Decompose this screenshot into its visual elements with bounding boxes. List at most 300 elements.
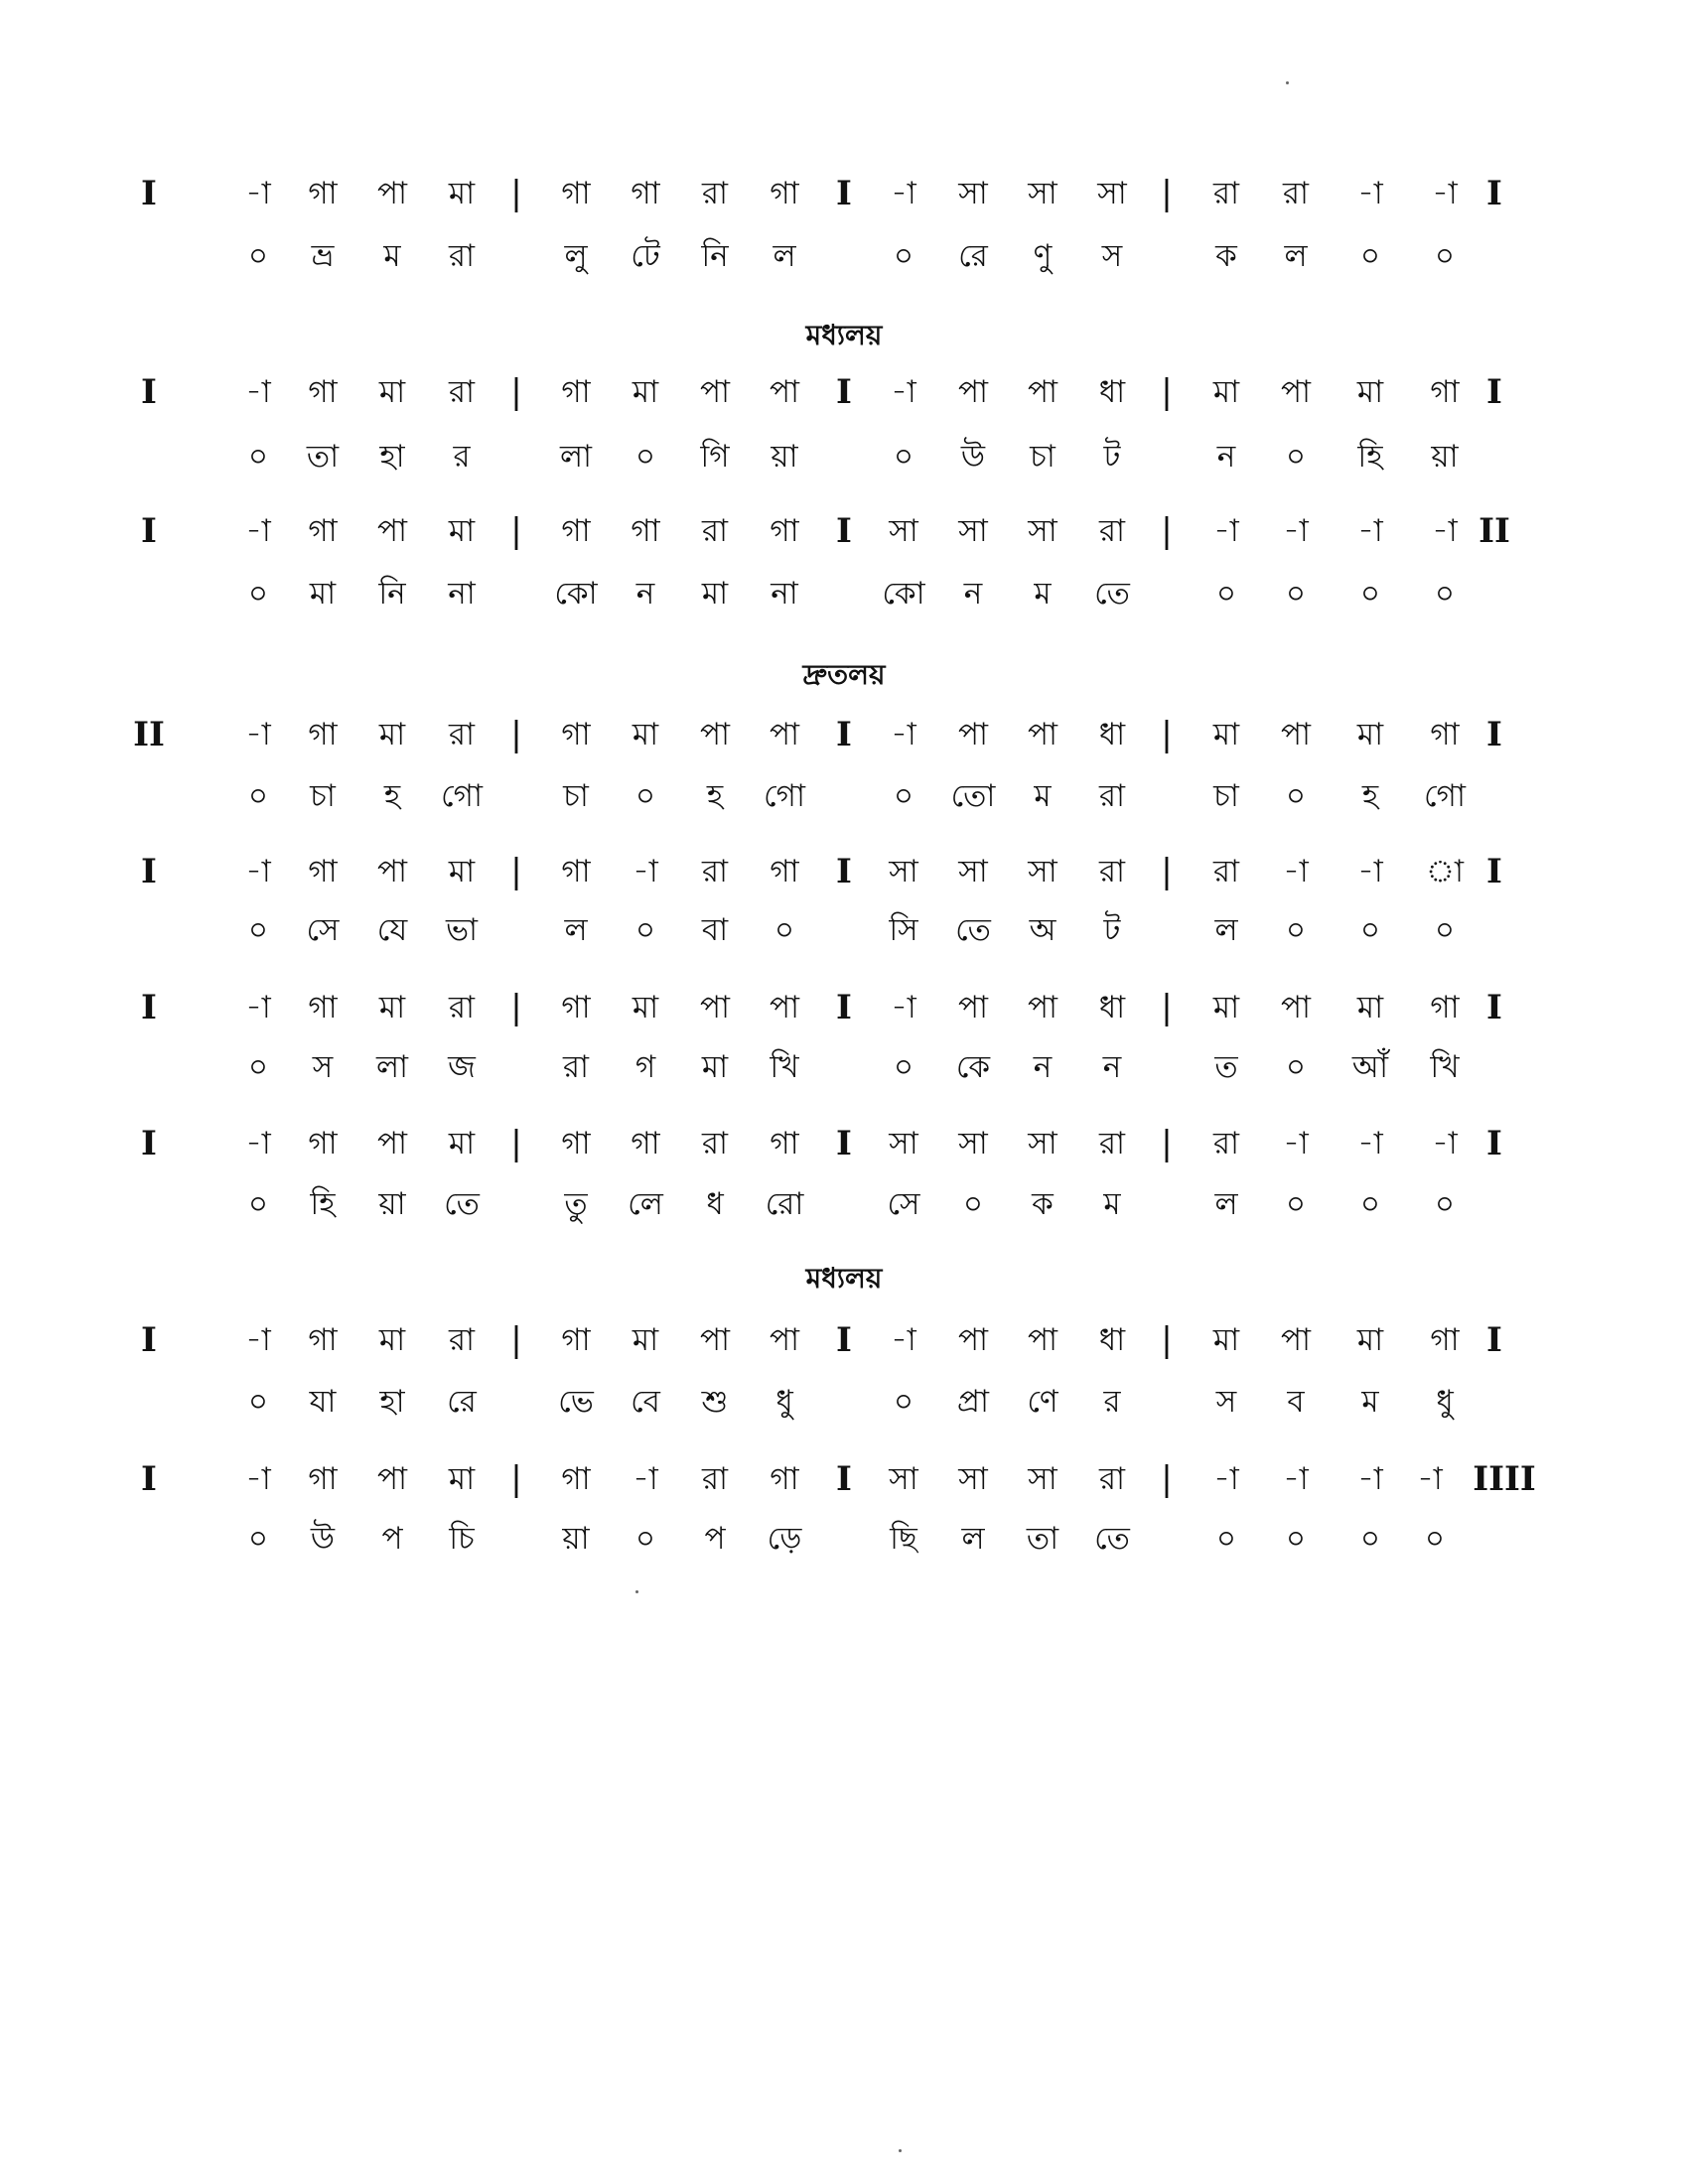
- note: -া: [891, 717, 916, 752]
- beat-divider: |: [1161, 852, 1173, 891]
- notes-row: [141, 1449, 1539, 1509]
- lyric-syllable: ধু: [1436, 1384, 1454, 1420]
- note: গা: [308, 717, 338, 752]
- note: -া: [1432, 1126, 1458, 1161]
- lyric-syllable: ০: [1434, 576, 1456, 612]
- lyric-syllable: ল: [1284, 238, 1308, 274]
- note: -া: [245, 374, 271, 410]
- lyric-syllable: ০: [247, 1384, 269, 1420]
- note: সা: [958, 854, 988, 889]
- notes-row: [133, 705, 1539, 764]
- lyric-syllable: সে: [306, 912, 340, 948]
- lyric-syllable: য়া: [1431, 439, 1459, 475]
- notes-row: [141, 1114, 1539, 1173]
- lyric-syllable: ০: [1285, 1521, 1307, 1557]
- beat-divider: |: [510, 715, 522, 754]
- note: -া: [633, 1461, 658, 1497]
- note: গা: [770, 854, 799, 889]
- bar-line: I: [1486, 174, 1502, 213]
- bar-line: I: [1486, 1124, 1502, 1163]
- bar-line: I: [141, 1459, 157, 1499]
- note: ধা: [1098, 717, 1126, 752]
- note: পা: [769, 717, 800, 752]
- note: পা: [376, 854, 408, 889]
- note: সা: [958, 176, 988, 211]
- beat-divider: |: [510, 1320, 522, 1360]
- lyric-syllable: নি: [378, 576, 406, 612]
- lyric-syllable: স: [1101, 238, 1123, 274]
- lyric-syllable: লে: [628, 1186, 663, 1222]
- bar-line: I: [141, 852, 157, 891]
- note: মা: [1212, 990, 1240, 1025]
- lyric-syllable: হ: [383, 778, 401, 814]
- lyric-syllable: ০: [634, 439, 656, 475]
- lyric-syllable: গো: [764, 778, 805, 814]
- lyric-syllable: শু: [701, 1384, 729, 1420]
- note: পা: [1280, 1322, 1312, 1358]
- beat-divider: |: [510, 511, 522, 551]
- lyric-syllable: হ: [1361, 778, 1379, 814]
- lyric-syllable: ন: [963, 576, 983, 612]
- note: -া: [1432, 176, 1458, 211]
- note: গা: [308, 176, 338, 211]
- note: গা: [631, 1126, 660, 1161]
- bar-line: I: [836, 1459, 852, 1499]
- note: পা: [1280, 717, 1312, 752]
- lyric-syllable: মা: [701, 1049, 729, 1085]
- beat-divider: |: [510, 852, 522, 891]
- note: সা: [958, 1126, 988, 1161]
- lyric-syllable: ০: [1434, 238, 1456, 274]
- lyric-syllable: গ: [634, 1049, 656, 1085]
- lyric-syllable: রা: [448, 238, 476, 274]
- note: গা: [1430, 374, 1460, 410]
- note: মা: [1212, 717, 1240, 752]
- lyric-syllable: তে: [444, 1186, 480, 1222]
- lyric-syllable: ০: [1215, 1521, 1237, 1557]
- note: গা: [770, 1461, 799, 1497]
- lyric-syllable: কে: [955, 1049, 991, 1085]
- bar-line: I: [1486, 1320, 1502, 1360]
- note: মা: [1356, 1322, 1384, 1358]
- note: রা: [1098, 1126, 1126, 1161]
- note: মা: [378, 717, 406, 752]
- beat-divider: |: [1161, 511, 1173, 551]
- lyric-syllable: লা: [559, 439, 593, 475]
- note: -া: [1357, 1461, 1383, 1497]
- note: গা: [308, 1126, 338, 1161]
- note: পা: [957, 990, 989, 1025]
- note: রা: [1212, 176, 1240, 211]
- lyric-syllable: ভা: [445, 912, 479, 948]
- lyric-syllable: তে: [1094, 1521, 1130, 1557]
- lyric-syllable: ল: [564, 912, 588, 948]
- lyrics-row: [149, 1037, 1539, 1097]
- note: গা: [561, 854, 591, 889]
- note: সা: [1028, 1461, 1057, 1497]
- note: পা: [376, 176, 408, 211]
- lyric-syllable: হ: [706, 778, 724, 814]
- note: -া: [891, 1322, 916, 1358]
- lyric-syllable: প: [704, 1521, 726, 1557]
- lyric-syllable: ভ্র: [311, 238, 335, 274]
- note: সা: [958, 1461, 988, 1497]
- lyric-syllable: ০: [962, 1186, 984, 1222]
- note: সা: [1097, 176, 1127, 211]
- lyric-syllable: র: [453, 439, 471, 475]
- lyric-syllable: সে: [887, 1186, 920, 1222]
- lyric-syllable: ল: [961, 1521, 985, 1557]
- scan-speck: [899, 2149, 902, 2152]
- lyric-syllable: খি: [1430, 1049, 1460, 1085]
- bar-line: I: [836, 715, 852, 754]
- note: গা: [1430, 717, 1460, 752]
- note: সা: [889, 1126, 918, 1161]
- scan-speck: [1286, 81, 1289, 84]
- lyric-syllable: হা: [379, 1384, 405, 1420]
- lyric-syllable: ০: [1215, 576, 1237, 612]
- lyrics-row: [149, 427, 1539, 486]
- lyric-syllable: প্রা: [956, 1384, 990, 1420]
- notes-row: [141, 164, 1539, 223]
- note: -া: [1283, 1461, 1309, 1497]
- note: গা: [308, 513, 338, 549]
- lyric-syllable: লু: [564, 238, 588, 274]
- bar-line: I: [141, 1124, 157, 1163]
- lyric-syllable: প: [381, 1521, 403, 1557]
- lyric-syllable: রে: [958, 238, 988, 274]
- lyric-syllable: ন: [1102, 1049, 1122, 1085]
- note: পা: [1027, 990, 1058, 1025]
- tempo-heading: দ্রুতলয়: [802, 658, 886, 691]
- note: পা: [769, 990, 800, 1025]
- lyric-syllable: গো: [1424, 778, 1466, 814]
- lyric-syllable: ০: [1359, 576, 1381, 612]
- note: মা: [632, 1322, 659, 1358]
- lyrics-row: [149, 900, 1539, 960]
- lyric-syllable: ০: [247, 238, 269, 274]
- notes-row: [141, 842, 1539, 901]
- note: ধা: [1098, 1322, 1126, 1358]
- lyric-syllable: ম: [1034, 778, 1052, 814]
- note: গা: [308, 854, 338, 889]
- lyric-syllable: গি: [700, 439, 730, 475]
- note: মা: [378, 374, 406, 410]
- note: রা: [701, 513, 729, 549]
- lyric-syllable: ০: [634, 912, 656, 948]
- lyric-syllable: চি: [449, 1521, 475, 1557]
- lyric-syllable: তু: [564, 1186, 588, 1222]
- lyric-syllable: ধ: [706, 1186, 724, 1222]
- note: -া: [1283, 1126, 1309, 1161]
- note: রা: [701, 1126, 729, 1161]
- lyric-syllable: টে: [631, 238, 660, 274]
- lyrics-row: [149, 564, 1539, 623]
- note: গা: [561, 717, 591, 752]
- note: গা: [308, 990, 338, 1025]
- lyric-syllable: চা: [1213, 778, 1239, 814]
- lyric-syllable: স: [312, 1049, 334, 1085]
- note: রা: [701, 176, 729, 211]
- lyric-syllable: তা: [306, 439, 340, 475]
- lyric-syllable: র: [1103, 1384, 1121, 1420]
- lyric-syllable: রে: [447, 1384, 477, 1420]
- lyric-syllable: চা: [1030, 439, 1055, 475]
- lyric-syllable: ছি: [890, 1521, 917, 1557]
- bar-line: I: [836, 372, 852, 412]
- lyric-syllable: জ: [448, 1049, 476, 1085]
- bar-line: I: [141, 174, 157, 213]
- lyric-syllable: উ: [310, 1521, 336, 1557]
- notes-row: [141, 501, 1539, 561]
- note: পা: [376, 1126, 408, 1161]
- note: গা: [308, 1322, 338, 1358]
- lyric-syllable: ০: [893, 238, 914, 274]
- bar-line: I: [836, 1320, 852, 1360]
- notes-row: [141, 362, 1539, 422]
- lyric-syllable: গো: [441, 778, 483, 814]
- notes-row: [141, 1310, 1539, 1370]
- note: রা: [448, 717, 476, 752]
- lyric-syllable: ম: [383, 238, 401, 274]
- note: সা: [1028, 176, 1057, 211]
- lyric-syllable: ০: [247, 912, 269, 948]
- tempo-heading: মধ্যলয়: [805, 1262, 883, 1295]
- bar-line: II: [133, 715, 165, 754]
- lyric-syllable: ট: [1103, 439, 1121, 475]
- note: গা: [770, 513, 799, 549]
- lyric-syllable: ণে: [1027, 1384, 1058, 1420]
- lyric-syllable: য়া: [562, 1521, 590, 1557]
- lyrics-row: [149, 226, 1539, 286]
- beat-divider: |: [1161, 715, 1173, 754]
- note: মা: [378, 990, 406, 1025]
- note: পা: [1280, 990, 1312, 1025]
- bar-line: I: [1486, 715, 1502, 754]
- note: রা: [448, 374, 476, 410]
- lyric-syllable: কো: [882, 576, 925, 612]
- lyric-syllable: হা: [379, 439, 405, 475]
- note: -া: [1213, 1461, 1239, 1497]
- note: গা: [770, 1126, 799, 1161]
- note: -া: [245, 1126, 271, 1161]
- note: গা: [631, 176, 660, 211]
- lyric-syllable: কো: [554, 576, 598, 612]
- lyric-syllable: ল: [773, 238, 796, 274]
- note: রা: [701, 1461, 729, 1497]
- lyric-syllable: ড়ে: [767, 1521, 802, 1557]
- lyric-syllable: য়া: [771, 439, 798, 475]
- note: পা: [1027, 1322, 1058, 1358]
- note: পা: [957, 1322, 989, 1358]
- beat-divider: |: [1161, 372, 1173, 412]
- notes-row: [141, 978, 1539, 1037]
- note: সা: [889, 1461, 918, 1497]
- lyric-syllable: তো: [950, 778, 996, 814]
- beat-divider: |: [510, 372, 522, 412]
- note: মা: [632, 990, 659, 1025]
- lyric-syllable: ০: [1434, 912, 1456, 948]
- lyric-syllable: ০: [893, 1049, 914, 1085]
- lyric-syllable: ক: [1032, 1186, 1054, 1222]
- lyric-syllable: ০: [1285, 1186, 1307, 1222]
- note: মা: [1356, 374, 1384, 410]
- note: মা: [448, 1126, 476, 1161]
- lyric-syllable: উ: [960, 439, 986, 475]
- note: গা: [561, 513, 591, 549]
- note: গা: [770, 176, 799, 211]
- note: রা: [1282, 176, 1310, 211]
- bar-line: I: [141, 988, 157, 1027]
- lyric-syllable: হি: [1357, 439, 1383, 475]
- bar-line: I: [836, 1124, 852, 1163]
- tempo-heading: মধ্যলয়: [805, 319, 883, 351]
- lyric-syllable: ০: [247, 1521, 269, 1557]
- lyric-syllable: ০: [1285, 778, 1307, 814]
- lyric-syllable: সি: [889, 912, 918, 948]
- note: -া: [891, 990, 916, 1025]
- lyric-syllable: খি: [770, 1049, 799, 1085]
- note: পা: [699, 717, 731, 752]
- bar-line: I: [836, 174, 852, 213]
- note: রা: [701, 854, 729, 889]
- lyric-syllable: ০: [1285, 439, 1307, 475]
- lyric-syllable: ০: [247, 1186, 269, 1222]
- lyric-syllable: ০: [247, 1049, 269, 1085]
- lyric-syllable: মা: [701, 576, 729, 612]
- lyric-syllable: ট: [1103, 912, 1121, 948]
- lyric-syllable: ন: [1033, 1049, 1053, 1085]
- beat-divider: |: [1161, 988, 1173, 1027]
- note: সা: [889, 854, 918, 889]
- note: পা: [1027, 374, 1058, 410]
- note: সা: [1028, 513, 1057, 549]
- note: -া: [245, 176, 271, 211]
- lyric-syllable: ০: [247, 439, 269, 475]
- note: রা: [1098, 513, 1126, 549]
- lyric-syllable: হি: [310, 1186, 336, 1222]
- lyric-syllable: লা: [375, 1049, 409, 1085]
- note: ধা: [1098, 990, 1126, 1025]
- lyrics-row: [149, 1372, 1539, 1432]
- lyric-syllable: তে: [955, 912, 991, 948]
- note: পা: [769, 374, 800, 410]
- lyric-syllable: ন: [1216, 439, 1236, 475]
- note: -া: [245, 513, 271, 549]
- bar-line: I: [1486, 988, 1502, 1027]
- bar-line: I: [141, 1320, 157, 1360]
- lyric-syllable: ক: [1215, 238, 1237, 274]
- lyric-syllable: না: [771, 576, 798, 612]
- lyric-syllable: ম: [1361, 1384, 1379, 1420]
- note: মা: [1212, 374, 1240, 410]
- note: -া: [1357, 1126, 1383, 1161]
- lyric-syllable: ০: [1359, 1186, 1381, 1222]
- note: মা: [1356, 717, 1384, 752]
- bar-line: I: [836, 988, 852, 1027]
- lyric-syllable: রো: [765, 1186, 804, 1222]
- lyric-syllable: ০: [893, 439, 914, 475]
- note: -া: [245, 1322, 271, 1358]
- lyric-syllable: ম: [1034, 576, 1052, 612]
- note: মা: [1356, 990, 1384, 1025]
- note: পা: [1027, 717, 1058, 752]
- lyric-syllable: ভে: [558, 1384, 594, 1420]
- lyric-syllable: ০: [1285, 912, 1307, 948]
- lyric-syllable: ০: [1359, 912, 1381, 948]
- note: রা: [1098, 1461, 1126, 1497]
- beat-divider: |: [1161, 1320, 1173, 1360]
- note: পা: [699, 1322, 731, 1358]
- lyric-syllable: ল: [1214, 1186, 1238, 1222]
- note: -া: [1417, 1461, 1443, 1497]
- note: মা: [448, 176, 476, 211]
- scan-speck: [635, 1590, 638, 1593]
- note: -া: [891, 374, 916, 410]
- bar-line: IIII: [1473, 1459, 1536, 1499]
- bar-line: I: [836, 511, 852, 551]
- lyric-syllable: য়া: [378, 1186, 406, 1222]
- lyric-syllable: ০: [893, 1384, 914, 1420]
- note: গা: [561, 1126, 591, 1161]
- note: সা: [1028, 854, 1057, 889]
- note: মা: [632, 717, 659, 752]
- note: ধা: [1098, 374, 1126, 410]
- lyric-syllable: ণু: [1033, 238, 1053, 274]
- lyric-syllable: ০: [247, 576, 269, 612]
- note: মা: [448, 1461, 476, 1497]
- note: গা: [631, 513, 660, 549]
- lyric-syllable: বে: [631, 1384, 660, 1420]
- note: পা: [957, 717, 989, 752]
- lyric-syllable: ০: [1285, 1049, 1307, 1085]
- beat-divider: |: [1161, 174, 1173, 213]
- note: গা: [308, 1461, 338, 1497]
- note: -া: [891, 176, 916, 211]
- note: মা: [448, 513, 476, 549]
- note: মা: [378, 1322, 406, 1358]
- note: পা: [699, 990, 731, 1025]
- note: -া: [245, 1461, 271, 1497]
- note: া: [1425, 854, 1464, 889]
- note: রা: [448, 1322, 476, 1358]
- beat-divider: |: [510, 174, 522, 213]
- lyric-syllable: চা: [310, 778, 336, 814]
- lyric-syllable: চা: [563, 778, 589, 814]
- note: -া: [1357, 513, 1383, 549]
- lyric-syllable: ল: [1214, 912, 1238, 948]
- note: -া: [245, 717, 271, 752]
- note: পা: [376, 513, 408, 549]
- beat-divider: |: [510, 988, 522, 1027]
- lyric-syllable: না: [448, 576, 476, 612]
- note: গা: [1430, 1322, 1460, 1358]
- lyric-syllable: রা: [1098, 778, 1126, 814]
- note: পা: [1280, 374, 1312, 410]
- lyric-syllable: স: [1215, 1384, 1237, 1420]
- note: -া: [1432, 513, 1458, 549]
- lyrics-row: [149, 1509, 1539, 1569]
- beat-divider: |: [1161, 1459, 1173, 1499]
- lyric-syllable: তা: [1026, 1521, 1059, 1557]
- lyric-syllable: অ: [1029, 912, 1056, 948]
- note: -া: [245, 990, 271, 1025]
- note: -া: [1357, 176, 1383, 211]
- lyric-syllable: ০: [1359, 238, 1381, 274]
- bar-line: I: [141, 372, 157, 412]
- lyric-syllable: যা: [309, 1384, 337, 1420]
- lyric-syllable: তে: [1094, 576, 1130, 612]
